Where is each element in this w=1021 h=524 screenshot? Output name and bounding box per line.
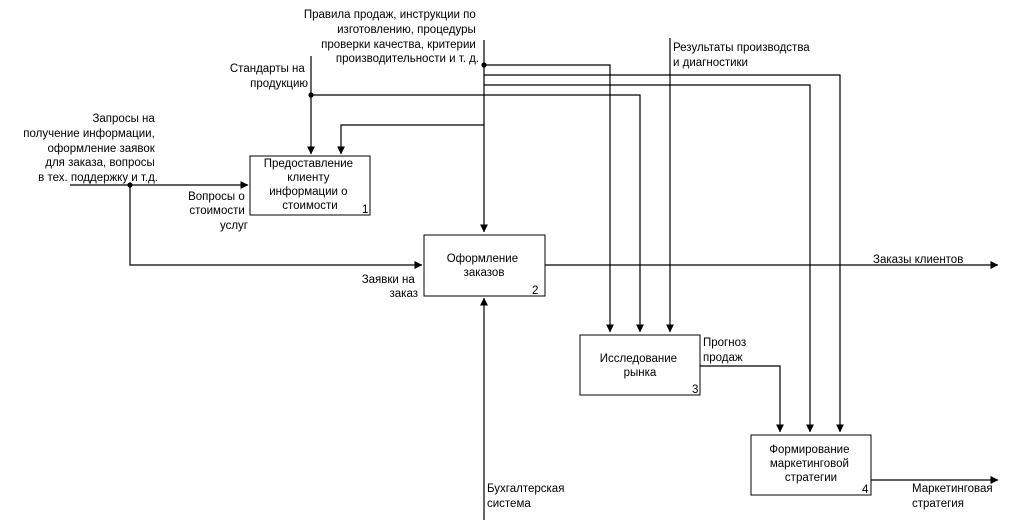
block-3 [580,335,700,396]
label-production-results: Результаты производства и диагностики [673,42,810,69]
label-price-questions: Вопросы о стоимости услуг [188,191,248,232]
block-2-number: 2 [532,285,539,297]
block-1 [250,156,370,216]
arrow-rules-to-block1 [341,125,484,154]
block-1-title: Предоставление клиенту информации о стоимости [263,158,354,212]
block-2 [424,235,545,297]
label-accounting: Бухгалтерская система [487,483,565,510]
junction-standards [308,92,313,97]
label-client-orders: Заказы клиентов [873,254,964,266]
label-order-requests: Заявки на заказ [361,274,418,300]
label-requests: Запросы на получение информации, оформление заявок для заказа, вопросы в тех. поддержку и т.д. [23,113,158,184]
block-1-number: 1 [362,204,369,216]
junction-rules [481,62,486,67]
arrow-sales-forecast-to-block4 [700,366,780,432]
label-marketing-strategy: Маркетинговая стратегия [912,483,993,510]
block-2-title: Оформление заказов [446,253,519,279]
block-4 [751,435,871,496]
block-4-number: 4 [862,484,869,496]
label-standards: Стандарты на продукцию [229,63,308,90]
label-sales-forecast: Прогноз продаж [703,337,747,364]
block-4-title: Формирование маркетинговой стратегии [769,444,850,484]
block-3-title: Исследование рынка [599,353,678,379]
label-rules: Правила продаж, инструкции по изготовлению, процедуры проверки качества, критерии производительности и т. д. [303,9,479,65]
block-3-number: 3 [692,384,699,396]
